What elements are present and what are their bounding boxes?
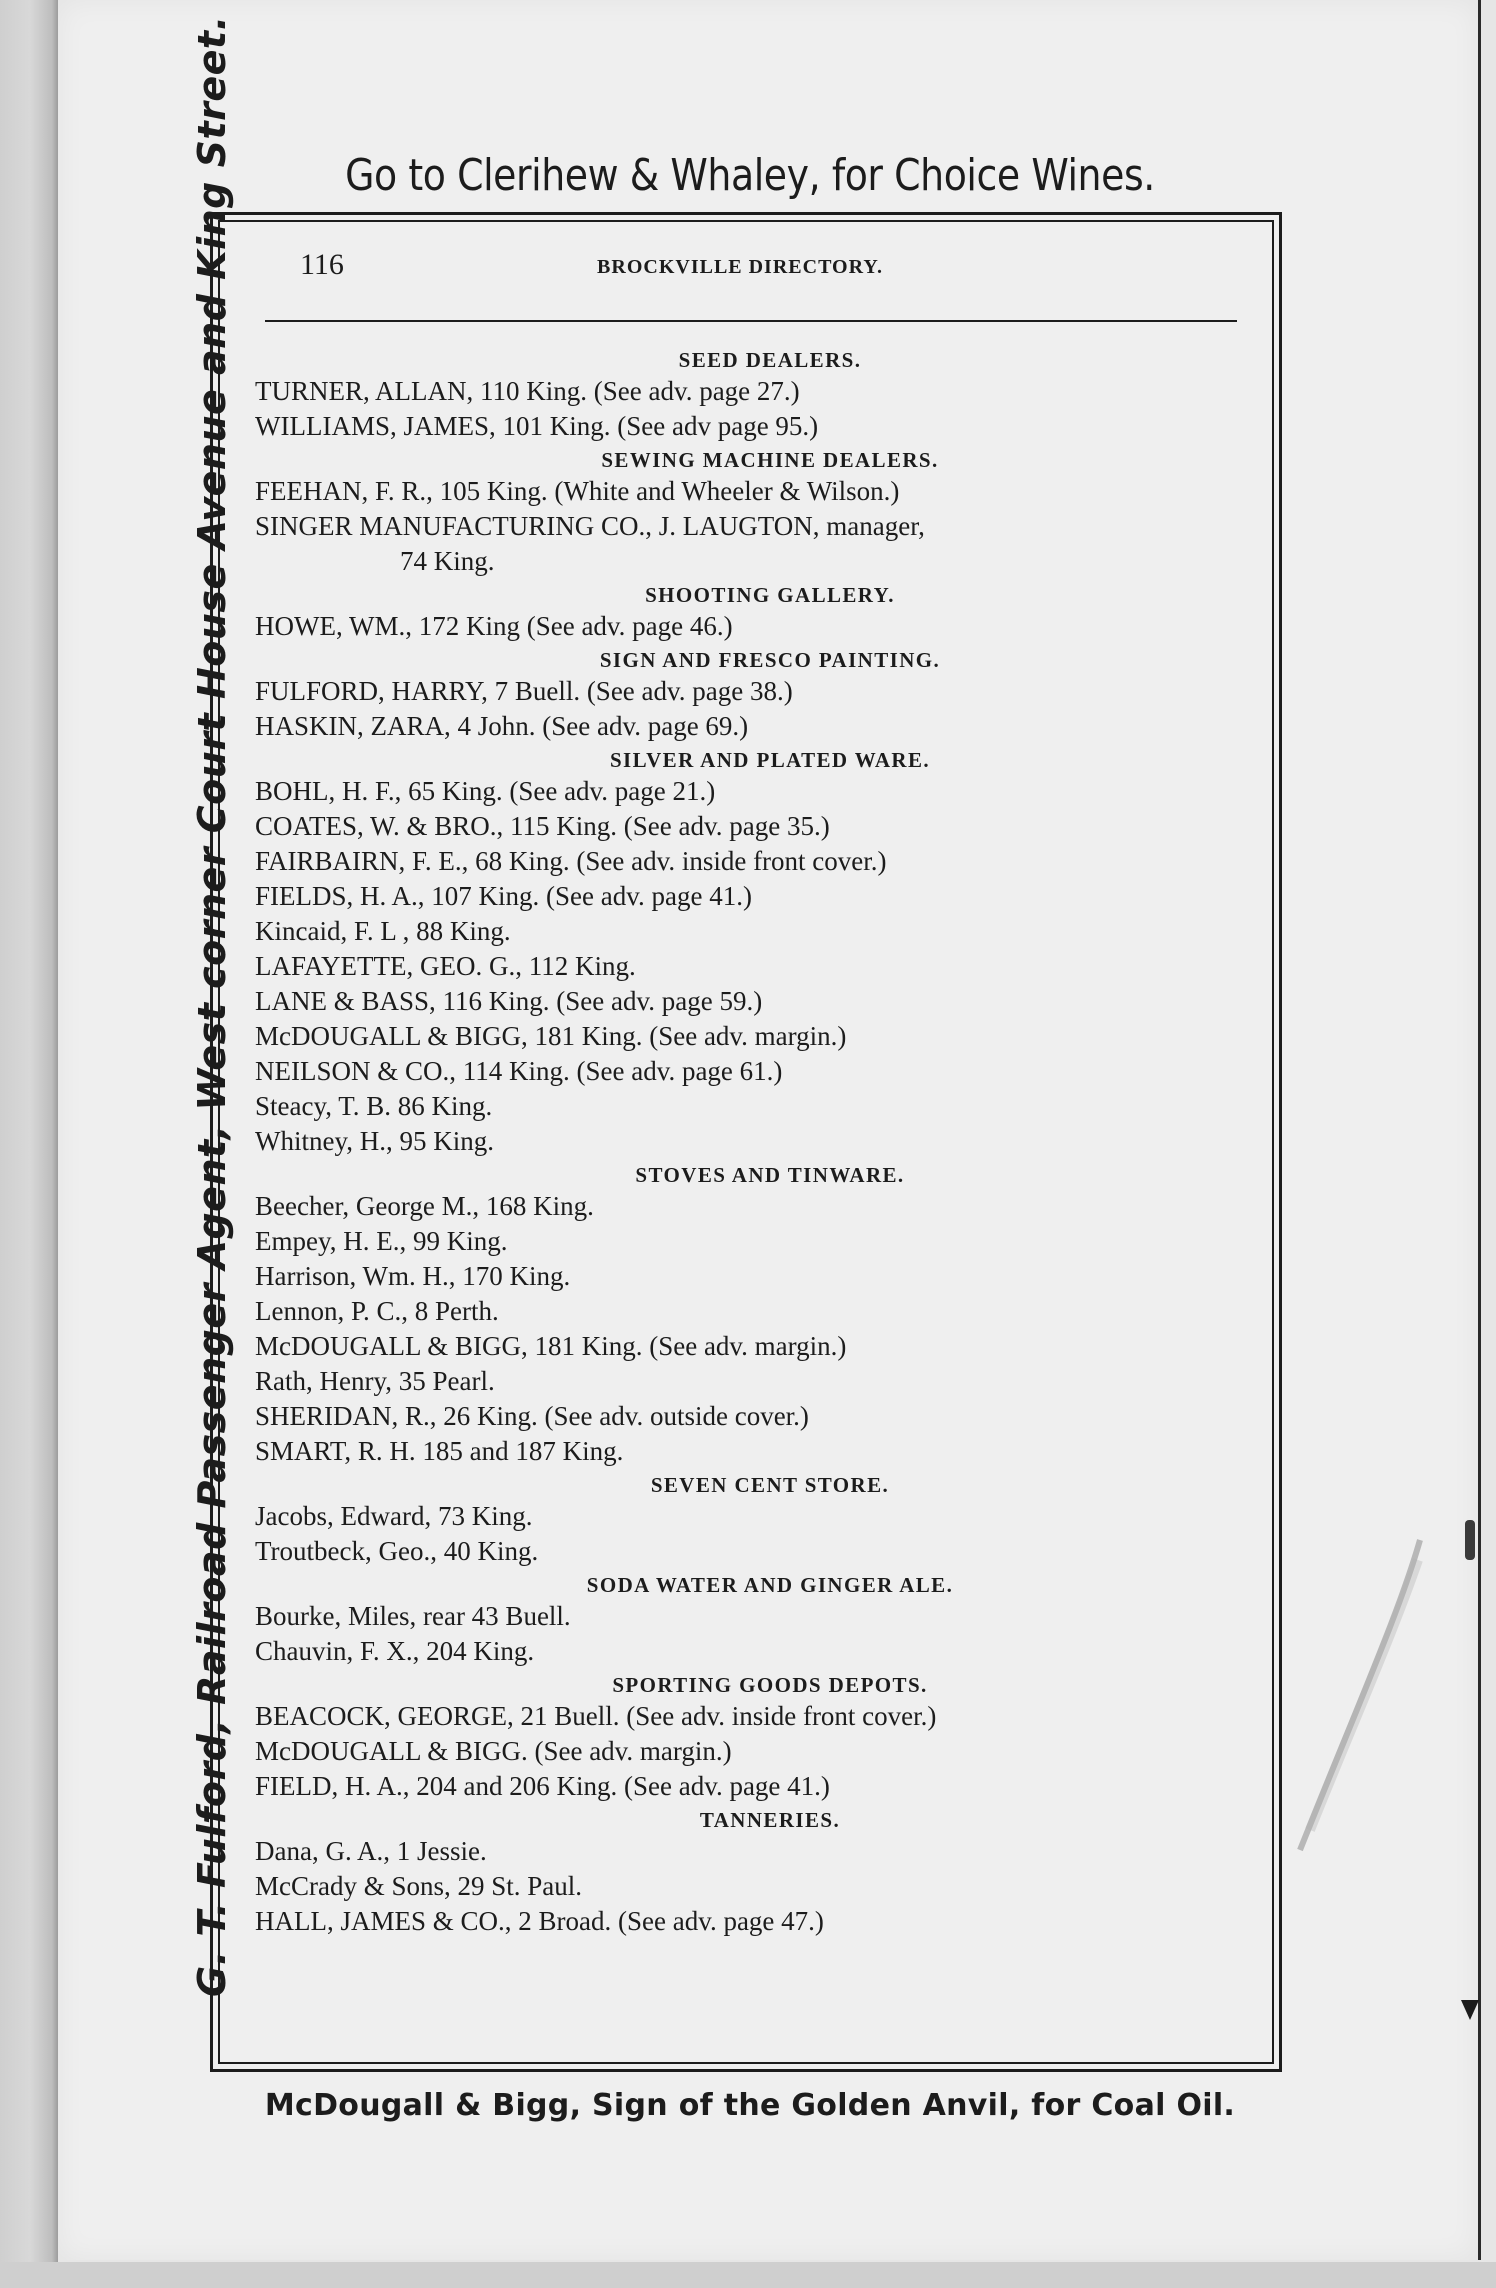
directory-entry: Jacobs, Edward, 73 King. — [255, 1501, 533, 1531]
side-advertisement-banner: G. T. Fulford, Railroad Passenger Agent, West corner Court House Avenue and King Street. — [190, 15, 234, 1997]
bottom-advertisement-banner: McDougall & Bigg, Sign of the Golden Anvil, for Coal Oil. — [264, 2088, 1236, 2123]
section-stoves-and-tinware — [255, 1163, 1255, 1469]
section-heading: SODA WATER AND GINGER ALE. — [586, 1573, 954, 1597]
directory-entry: SMART, R. H. 185 and 187 King. — [255, 1436, 624, 1466]
pencil-mark-decoration — [1290, 1530, 1430, 1860]
directory-entry: Beecher, George M., 168 King. — [255, 1191, 594, 1221]
section-silver-and-plated-ware — [255, 748, 1255, 1159]
directory-entry: FAIRBAIRN, F. E., 68 King. (See adv. inside front cover.) — [255, 846, 887, 876]
directory-entry: FULFORD, HARRY, 7 Buell. (See adv. page 38.) — [255, 676, 793, 706]
directory-entry: SHERIDAN, R., 26 King. (See adv. outside cover.) — [255, 1401, 809, 1431]
directory-entry: FIELDS, H. A., 107 King. (See adv. page 41.) — [255, 881, 752, 911]
directory-entry: HALL, JAMES & CO., 2 Broad. (See adv. page 47.) — [255, 1906, 824, 1936]
directory-entry: Harrison, Wm. H., 170 King. — [255, 1261, 571, 1291]
directory-entry: McDOUGALL & BIGG, 181 King. (See adv. margin.) — [255, 1331, 847, 1361]
header-rule — [265, 320, 1237, 322]
directory-entry: TURNER, ALLAN, 110 King. (See adv. page 27.) — [255, 376, 800, 406]
top-advertisement-banner: Go to Clerihew & Whaley, for Choice Wines. — [345, 150, 1155, 201]
page-bottom-edge — [0, 2262, 1496, 2288]
section-heading: SEWING MACHINE DEALERS. — [601, 448, 939, 472]
page-gutter — [0, 0, 58, 2288]
directory-entry: Steacy, T. B. 86 King. — [255, 1091, 493, 1121]
directory-listing — [255, 344, 1255, 1939]
section-seed-dealers — [255, 348, 1255, 444]
directory-entry: HOWE, WM., 172 King (See adv. page 46.) — [255, 611, 733, 641]
directory-entry: Troutbeck, Geo., 40 King. — [255, 1536, 539, 1566]
page-number: 116 — [300, 248, 344, 281]
directory-entry: BEACOCK, GEORGE, 21 Buell. (See adv. inside front cover.) — [255, 1701, 937, 1731]
section-heading: TANNERIES. — [699, 1808, 841, 1832]
directory-entry: HASKIN, ZARA, 4 John. (See adv. page 69.) — [255, 711, 749, 741]
running-head: BROCKVILLE DIRECTORY. — [597, 256, 883, 278]
section-sign-and-fresco-painting — [255, 648, 1255, 744]
section-seven-cent-store — [255, 1473, 1255, 1569]
directory-entry: FEEHAN, F. R., 105 King. (White and Wheeler & Wilson.) — [255, 476, 900, 506]
section-heading: SEVEN CENT STORE. — [650, 1473, 890, 1497]
directory-entry: Rath, Henry, 35 Pearl. — [255, 1366, 495, 1396]
directory-entry: Lennon, P. C., 8 Perth. — [255, 1296, 499, 1326]
section-heading: SIGN AND FRESCO PAINTING. — [599, 648, 941, 672]
section-shooting-gallery — [255, 583, 1255, 644]
directory-entry: LAFAYETTE, GEO. G., 112 King. — [255, 951, 636, 981]
section-heading: STOVES AND TINWARE. — [635, 1163, 905, 1187]
section-heading: SPORTING GOODS DEPOTS. — [612, 1673, 928, 1697]
directory-entry: Empey, H. E., 99 King. — [255, 1226, 508, 1256]
directory-entry: WILLIAMS, JAMES, 101 King. (See adv page 95.) — [255, 411, 819, 441]
section-heading: SHOOTING GALLERY. — [645, 583, 895, 607]
directory-entry: COATES, W. & BRO., 115 King. (See adv. page 35.) — [255, 811, 830, 841]
section-soda-water-and-ginger-ale — [255, 1573, 1255, 1669]
section-tanneries — [255, 1808, 1255, 1939]
directory-entry: LANE & BASS, 116 King. (See adv. page 59.) — [255, 986, 763, 1016]
directory-entry: McCrady & Sons, 29 St. Paul. — [255, 1871, 583, 1901]
section-heading: SEED DEALERS. — [678, 348, 862, 372]
directory-entry: McDOUGALL & BIGG, 181 King. (See adv. margin.) — [255, 1021, 847, 1051]
directory-entry: Dana, G. A., 1 Jessie. — [255, 1836, 487, 1866]
directory-entry: Chauvin, F. X., 204 King. — [255, 1636, 535, 1666]
directory-entry: McDOUGALL & BIGG. (See adv. margin.) — [255, 1736, 732, 1766]
directory-entry-continuation: 74 King. — [400, 546, 495, 576]
section-heading: SILVER AND PLATED WARE. — [609, 748, 931, 772]
directory-entry: BOHL, H. F., 65 King. (See adv. page 21.) — [255, 776, 716, 806]
section-sporting-goods-depots — [255, 1673, 1255, 1804]
section-sewing-machine-dealers — [255, 448, 1255, 579]
directory-entry: Kincaid, F. L , 88 King. — [255, 916, 511, 946]
page-tab-mark — [1455, 1520, 1485, 2040]
directory-entry: FIELD, H. A., 204 and 206 King. (See adv. page 41.) — [255, 1771, 830, 1801]
directory-entry: Bourke, Miles, rear 43 Buell. — [255, 1601, 571, 1631]
directory-entry: NEILSON & CO., 114 King. (See adv. page 61.) — [255, 1056, 783, 1086]
directory-entry: Whitney, H., 95 King. — [255, 1126, 494, 1156]
directory-entry: SINGER MANUFACTURING CO., J. LAUGTON, manager, — [255, 511, 925, 541]
